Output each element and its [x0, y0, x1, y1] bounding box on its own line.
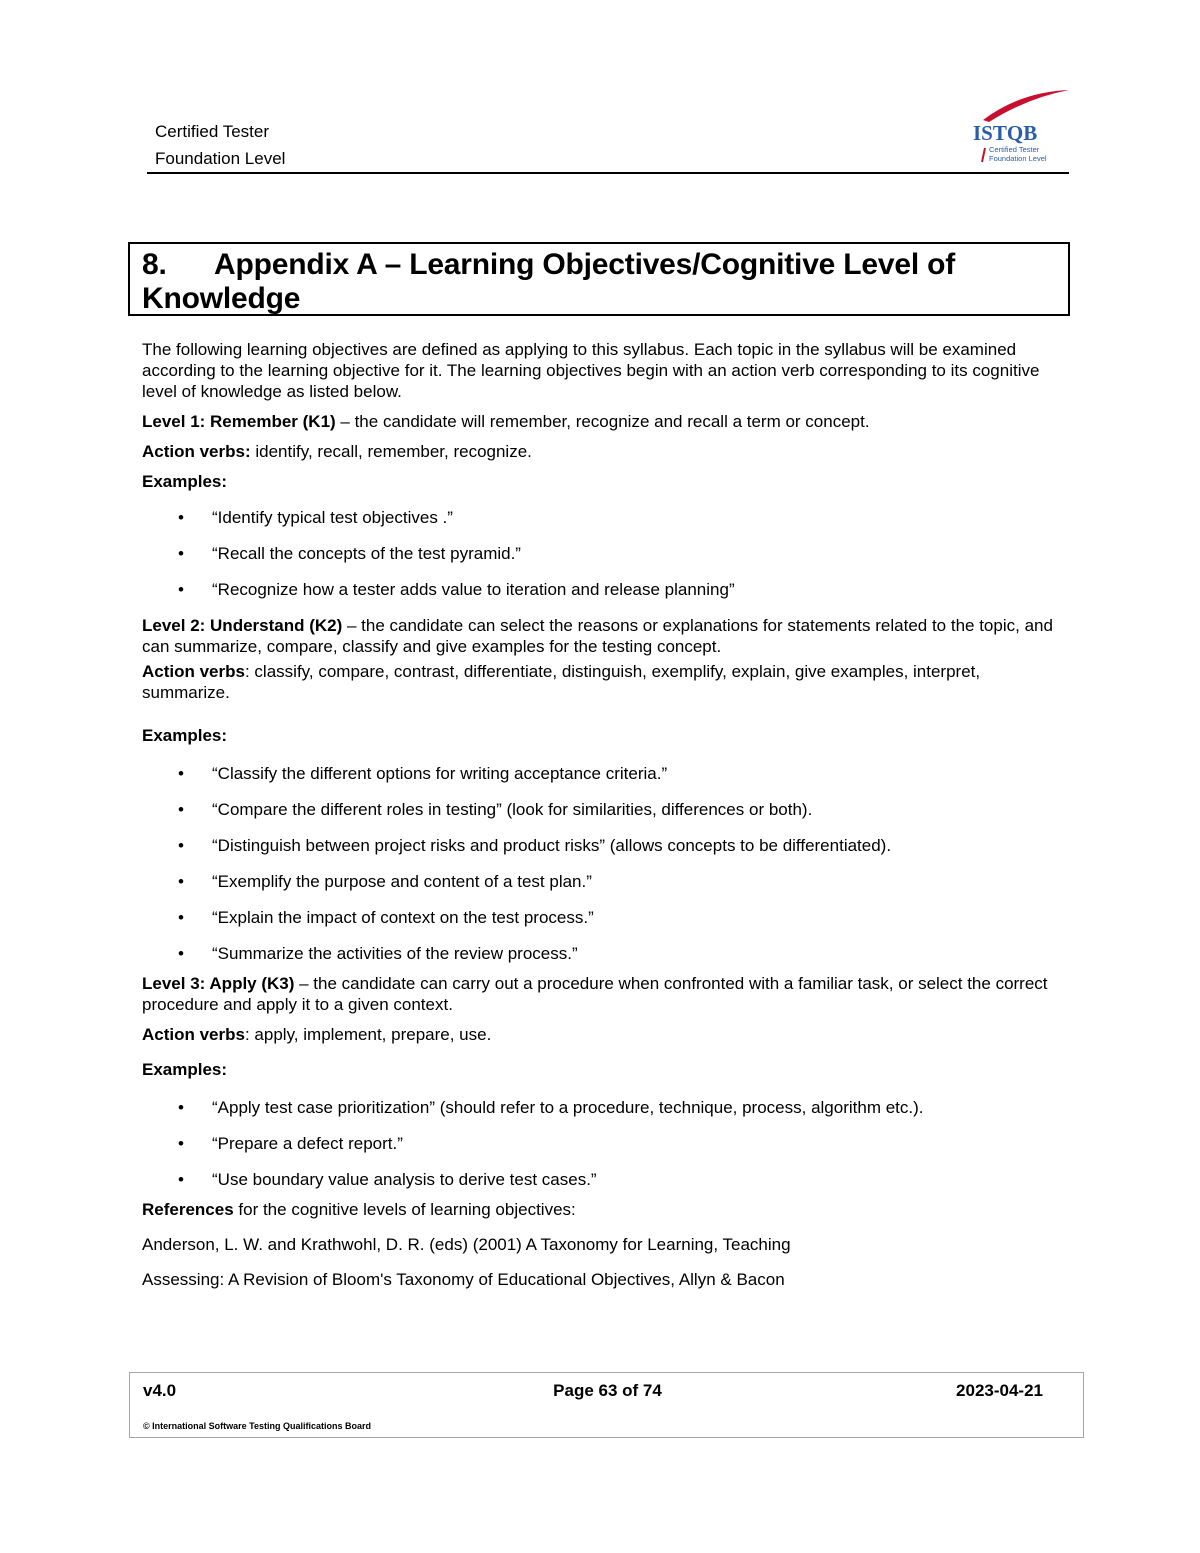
footer-date: 2023-04-21: [956, 1381, 1043, 1400]
bullet-icon: •: [178, 1134, 184, 1153]
level3-verbs-text: : apply, implement, prepare, use.: [244, 1025, 492, 1044]
istqb-logo: [965, 86, 1075, 170]
bullet-icon: •: [178, 800, 184, 819]
list-item: [142, 1133, 1062, 1169]
section-heading: [128, 242, 1070, 316]
footer-page-number: Page 63 of 74: [553, 1381, 662, 1400]
level1-description: – the candidate will remember, recognize and recall a term or concept.: [335, 412, 870, 431]
intro-paragraph: The following learning objectives are defined as applying to this syllabus. Each topic in the syllabus will be examined according to the learning objective for it. The learning objectives begin with an action verb corresponding to its cognitive level of knowledge as listed below.: [142, 340, 1040, 401]
bullet-icon: •: [178, 872, 184, 891]
level2-paragraph: [142, 615, 1062, 657]
logo-subtitle-1: Certified Tester: [989, 145, 1040, 154]
level3-examples-list: [142, 1097, 1062, 1199]
level2-verbs: [142, 661, 1062, 703]
level1-verbs-text: identify, recall, remember, recognize.: [250, 442, 532, 461]
level1-label: Level 1: Remember (K1): [142, 412, 336, 431]
header-divider: [147, 172, 1069, 174]
level3-examples-heading: Examples:: [142, 1060, 228, 1079]
bullet-icon: •: [178, 764, 184, 783]
example-text: “Exemplify the purpose and content of a test plan.”: [212, 872, 592, 891]
level1-paragraph: [142, 411, 1062, 432]
example-text: “Use boundary value analysis to derive test cases.”: [212, 1170, 597, 1189]
page-header-title: [155, 118, 285, 172]
logo-name: ISTQB: [973, 121, 1038, 145]
level1-examples-heading: Examples:: [142, 472, 228, 491]
level2-label: Level 2: Understand (K2): [142, 616, 343, 635]
list-item: [142, 1097, 1062, 1133]
example-text: “Prepare a defect report.”: [212, 1134, 403, 1153]
level2-examples-list: [142, 763, 1062, 973]
header-line-2: Foundation Level: [155, 149, 286, 168]
header-line-1: Certified Tester: [155, 122, 270, 141]
logo-subtitle-2: Foundation Level: [989, 154, 1047, 163]
level2-description: – the candidate can select the reasons or explanations for statements related to the topic, and can summarize, compare, classify and give examples for the testing concept.: [142, 616, 1053, 656]
list-item: [142, 579, 1062, 611]
heading-title-line-1: Appendix A – Learning Objectives/Cognitive Level of: [214, 248, 956, 281]
bullet-icon: •: [178, 508, 184, 527]
heading-title-line-2: Knowledge: [142, 282, 301, 315]
level2-verbs-text: : classify, compare, contrast, differentiate, distinguish, exemplify, explain, give examples, interpret, summarize.: [142, 662, 981, 702]
list-item: [142, 907, 1062, 943]
references-label: References: [142, 1200, 234, 1219]
example-text: “Recall the concepts of the test pyramid.”: [212, 544, 521, 563]
bullet-icon: •: [178, 836, 184, 855]
example-text: “Distinguish between project risks and product risks” (allows concepts to be differentiated).: [212, 836, 892, 855]
heading-number: 8.: [142, 248, 167, 281]
bullet-icon: •: [178, 580, 184, 599]
level3-description: – the candidate can carry out a procedure when confronted with a familiar task, or select the correct procedure and apply it to a given context.: [142, 974, 1048, 1014]
level3-label: Level 3: Apply (K3): [142, 974, 295, 993]
logo-swoosh: [983, 90, 1069, 122]
page-footer: [129, 1372, 1084, 1438]
bullet-icon: •: [178, 544, 184, 563]
example-text: “Apply test case prioritization” (should refer to a procedure, technique, process, algorithm etc.).: [212, 1098, 924, 1117]
level2-examples-heading: Examples:: [142, 726, 228, 745]
example-text: “Compare the different roles in testing” (look for similarities, differences or both).: [212, 800, 813, 819]
level1-examples-label: [142, 471, 1062, 492]
level2-examples-label: [142, 725, 1062, 746]
level3-paragraph: [142, 973, 1062, 1015]
references-text: for the cognitive levels of learning objectives:: [233, 1200, 576, 1219]
list-item: [142, 871, 1062, 907]
main-content: [142, 339, 1062, 1299]
footer-version: v4.0: [143, 1381, 177, 1400]
level1-verbs-label: Action verbs:: [142, 442, 251, 461]
reference-line-2: Assessing: A Revision of Bloom's Taxonomy of Educational Objectives, Allyn & Bacon: [142, 1270, 785, 1289]
level3-verbs: [142, 1024, 1062, 1045]
level2-verbs-label: Action verbs: [142, 662, 245, 681]
list-item: [142, 507, 1062, 543]
logo-mark: [982, 148, 985, 162]
example-text: “Classify the different options for writing acceptance criteria.”: [212, 764, 668, 783]
level3-examples-label: [142, 1059, 1062, 1080]
level1-examples-list: [142, 507, 1062, 611]
bullet-icon: •: [178, 944, 184, 963]
bullet-icon: •: [178, 1098, 184, 1117]
example-text: “Identify typical test objectives .”: [212, 508, 453, 527]
bullet-icon: •: [178, 908, 184, 927]
list-item: [142, 943, 1062, 973]
list-item: [142, 799, 1062, 835]
list-item: [142, 835, 1062, 871]
level1-verbs: [142, 441, 1062, 462]
example-text: “Recognize how a tester adds value to iteration and release planning”: [212, 580, 735, 599]
reference-line-1: Anderson, L. W. and Krathwohl, D. R. (eds) (2001) A Taxonomy for Learning, Teaching: [142, 1235, 791, 1254]
level3-verbs-label: Action verbs: [142, 1025, 245, 1044]
footer-copyright: © International Software Testing Qualifications Board: [143, 1421, 371, 1431]
list-item: [142, 763, 1062, 799]
example-text: “Explain the impact of context on the test process.”: [212, 908, 594, 927]
references-paragraph: [142, 1199, 1062, 1220]
list-item: [142, 1169, 1062, 1199]
list-item: [142, 543, 1062, 579]
bullet-icon: •: [178, 1170, 184, 1189]
example-text: “Summarize the activities of the review process.”: [212, 944, 578, 963]
